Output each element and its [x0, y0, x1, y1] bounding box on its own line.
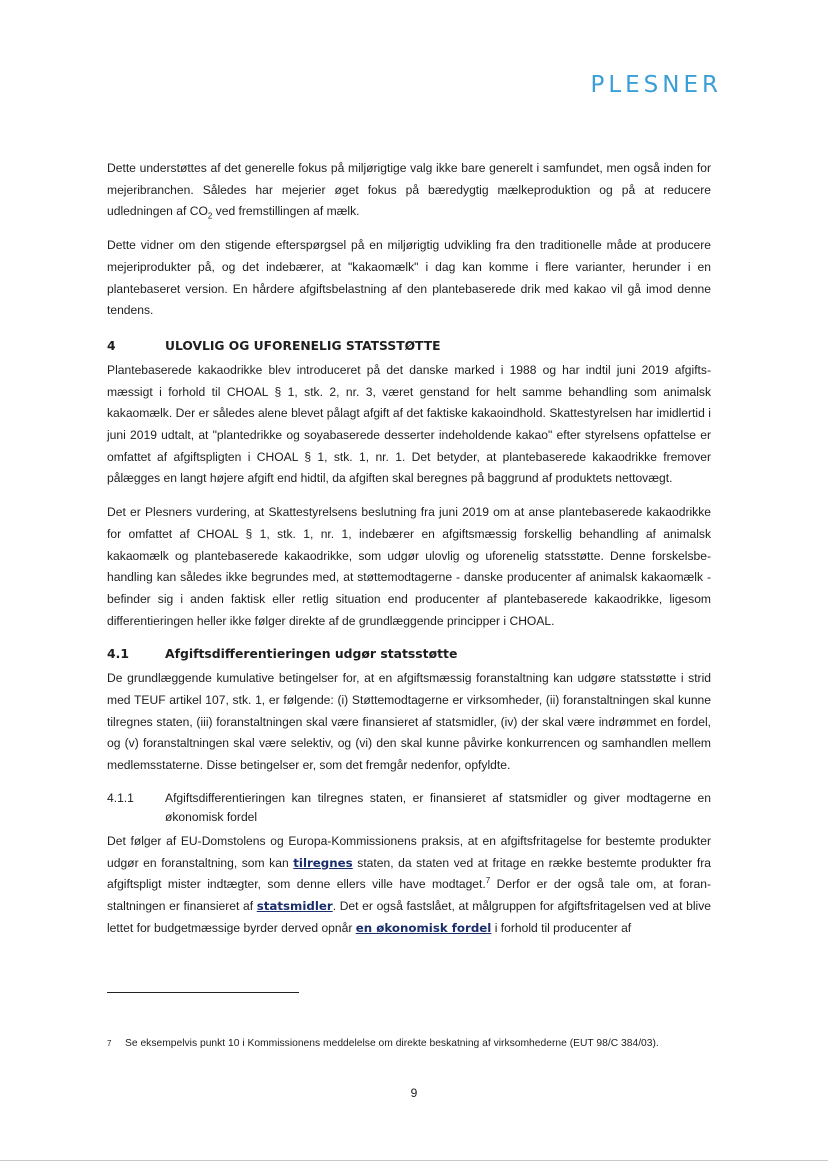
- paragraph-kakaodrikke: Plantebaserede kakaodrikke blev introduceret på det danske marked i 1988 og har indtil juni 2019 afgiftsmæssigt i forhold til CHOAL § 1, stk. 2, nr. 3, været genstand for helt samme behandling som animalsk kakaomælk. Der er således alene blevet pålagt afgift af det faktiske kakaoindhold. Skattestyrelsen har imidlertid i juni 2019 udtalt, at "plantedrikke og soyabaserede desserter indeholdende kakao" efter styrelsens opfattelse er omfattet af afgiftspligten i CHOAL § 1, stk. 1, nr. 1. Det betyder, at plantebaserede kakaodrikke fremover pålægges en langt højere afgift end hidtil, da afgiften skal beregnes på baggrund af produktets nettovægt.: [107, 362, 711, 486]
- paragraph-text: ved fremstillingen af mælk.: [212, 204, 360, 219]
- page-number: 9: [410, 1086, 418, 1100]
- paragraph-praksis: [107, 831, 711, 940]
- footnote: [107, 1036, 711, 1052]
- paragraph-text: Derfor er der også tale om, at foranstaltningen er finansieret af: [107, 877, 711, 913]
- plesner-logo: PLESNER: [590, 72, 722, 98]
- section-number: 4: [107, 338, 116, 353]
- section-4-1-1-heading: [107, 789, 711, 827]
- footnote-text: Se eksempelvis punkt 10 i Kommissionens meddelelse om direkte beskatning af virksomhederne (EUT 98/C 384/03).: [125, 1038, 659, 1049]
- paragraph-text: i forhold til producenter af: [491, 920, 632, 935]
- paragraph-text: Dette understøttes af det generelle fokus på miljørigtige valg ikke bare generelt i samfundet, men også inden for mejeribranchen. Således har mejerier øget fokus på bæredygtig mælkeproduktion og på at reducere udledningen af CO: [107, 161, 711, 219]
- page-edge: [0, 1160, 828, 1161]
- section-title: Afgiftsdifferentieringen kan tilregnes staten, er finansieret af statsmidler og giver modtagerne en økonomisk fordel: [165, 790, 711, 824]
- paragraph-text: . Det er også fastslået, at målgruppen for afgiftsfritagelsen ved at blive lettet for budgetmæssige byrder derved opnår: [107, 898, 712, 935]
- section-number: 4.1.1: [107, 790, 134, 805]
- footnote-reference[interactable]: 7: [485, 876, 491, 886]
- paragraph-efterspoergsel: Dette vidner om den stigende efterspørgsel på en miljørigtig udvikling fra den traditionelle måde at producere mejeriprodukter på, og det indebærer, at "kakaomælk" i dag kan komme i flere varianter, herunder i en plantebaseret version. En hårdere afgiftsbelastning af den plantebaserede drik med kakao vil gå imod denne tendens.: [107, 238, 711, 318]
- footnote-separator: [107, 992, 299, 993]
- subscript: 2: [207, 211, 213, 221]
- paragraph-text: staten, da staten ved at fritage en række bestemte produkter fra afgiftspligt mister indtægter, som denne ellers ville have modtaget.: [107, 855, 711, 892]
- document-body: [107, 158, 711, 951]
- section-title: Afgiftsdifferentieringen udgør statsstøtte: [165, 646, 458, 662]
- paragraph-betingelser: De grundlæggende kumulative betingelser for, at en afgiftsmæssig foranstaltning kan udgøre statsstøtte i strid med TEUF artikel 107, stk. 1, er følgende: (i) Støttemodtagerne er virksomheder, (ii) foranstaltningen skal kunne tilregnes staten, (iii) foranstaltningen skal være finansieret af statsmidler, (iv) der skal være indrømmet en fordel, og (v) foranstaltningen skal være selektiv, og (vi) den skal kunne påvirke konkurrencen og samhandlen mellem medlemsstaterne. Disse betingelser er, som det fremgår nedenfor, opfyldte.: [107, 671, 711, 773]
- section-title: ULOVLIG OG UFORENELIG STATSSTØTTE: [165, 338, 441, 353]
- section-number: 4.1: [107, 646, 129, 662]
- emphasis-statsmidler: statsmidler: [256, 898, 333, 913]
- footnote-number: 7: [107, 1039, 112, 1048]
- paragraph-mejeri: [107, 158, 711, 223]
- emphasis-tilregnes: tilregnes: [293, 855, 353, 870]
- section-4-1-heading: [107, 644, 711, 664]
- emphasis-oekonomisk-fordel: en økonomisk fordel: [355, 920, 492, 935]
- paragraph-text: Det følger af EU-Domstolens og Europa-Kommissionens praksis, at en afgiftsfritagelse for bestemte produkter udgør en foranstaltning, som kan: [107, 833, 711, 870]
- section-4-heading: [107, 336, 711, 356]
- paragraph-vurdering: Det er Plesners vurdering, at Skattestyrelsens beslutning fra juni 2019 om at anse plantebaserede kakaodrikke for omfattet af CHOAL § 1, stk. 1, nr. 1, indebærer en afgiftsmæssig forskellig behandling af animalsk kakaomælk og plantebaserede kakaodrikke, som udgør ulovlig og uforenelig statsstøtte. Denne forskelsbehandling kan således ikke begrundes med, at støttemodtagerne - danske producenter af animalsk kakaomælk - befinder sig i anden faktisk eller retlig situation end producenter af plantebaserede kakaodrikke, ligesom differentieringen heller ikke følger direkte af de grundlæggende principper i CHOAL.: [107, 505, 711, 628]
